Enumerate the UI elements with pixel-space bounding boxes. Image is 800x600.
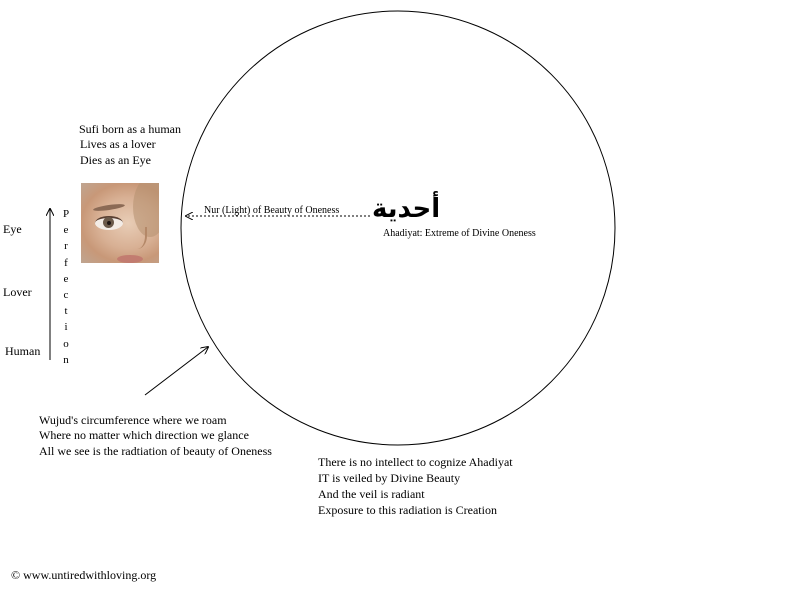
perfection-letter: c: [63, 289, 69, 302]
perfection-letter: i: [64, 321, 68, 334]
perfection-letter: f: [64, 256, 68, 269]
wujud-line-1: Wujud's circumference where we roam: [39, 413, 227, 427]
perfection-letter: o: [63, 337, 69, 350]
perfection-letter: n: [63, 353, 69, 366]
perfection-letter: r: [64, 240, 68, 253]
veil-line-1: There is no intellect to cognize Ahadiyat: [318, 455, 513, 469]
woman-eye-photo: [81, 183, 159, 263]
sufi-line-dies: Dies as an Eye: [80, 153, 151, 167]
copyright-notice: © www.untiredwithloving.org: [11, 568, 157, 582]
sufi-line-born: Sufi born as a human: [79, 122, 181, 136]
circumference-pointer-arrow: [145, 347, 208, 395]
perfection-vertical-label: [61, 206, 71, 368]
wujud-line-2: Where no matter which direction we glance: [39, 428, 249, 442]
perfection-letter: e: [63, 224, 69, 237]
ladder-label-eye: Eye: [3, 222, 22, 236]
perfection-letter: t: [64, 305, 68, 318]
ahadiyat-arabic-title: أحدية: [372, 194, 441, 224]
veil-line-4: Exposure to this radiation is Creation: [318, 503, 497, 517]
perfection-letter: P: [62, 208, 70, 220]
ahadiyat-caption: Ahadiyat: Extreme of Divine Oneness: [383, 228, 536, 239]
ladder-label-lover: Lover: [3, 285, 32, 299]
veil-line-3: And the veil is radiant: [318, 487, 425, 501]
sufi-line-lives: Lives as a lover: [80, 137, 156, 151]
perfection-letter: e: [63, 272, 69, 285]
nur-light-label: Nur (Light) of Beauty of Oneness: [204, 205, 340, 216]
veil-line-2: IT is veiled by Divine Beauty: [318, 471, 461, 485]
wujud-line-3: All we see is the radtiation of beauty of Oneness: [39, 444, 272, 458]
ladder-label-human: Human: [5, 344, 41, 358]
